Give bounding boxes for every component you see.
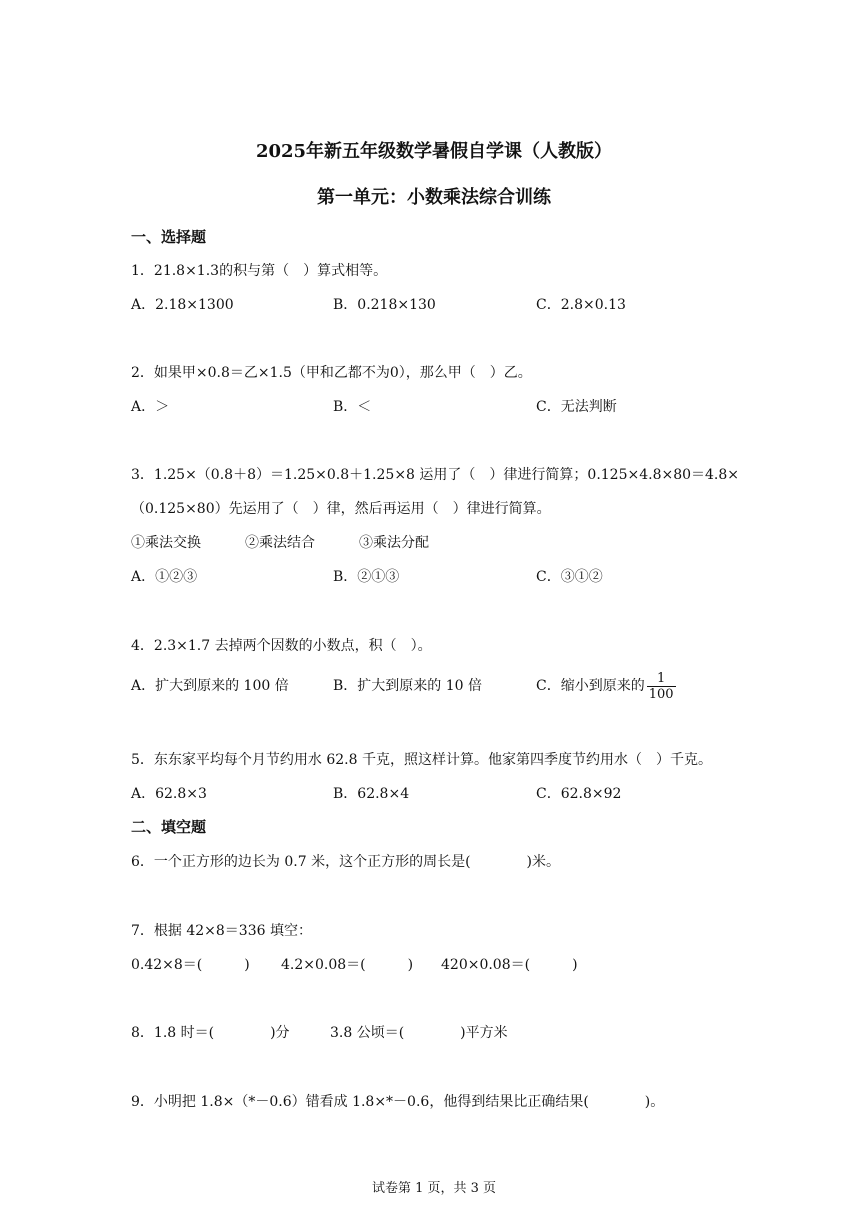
question-7-blank-3: 420×0.08＝( ) bbox=[441, 957, 578, 973]
fraction-numerator: 1 bbox=[656, 670, 666, 686]
question-3-law-3: ③乘法分配 bbox=[359, 535, 429, 551]
question-2-option-b: B．＜ bbox=[333, 399, 372, 415]
question-5-stem: 5．东东家平均每个月节约用水 62.8 千克，照这样计算。他家第四季度节约用水（ ）千克。 bbox=[131, 752, 712, 768]
question-1-option-c: C．2.8×0.13 bbox=[536, 297, 626, 313]
question-9-stem: 9．小明把 1.8×（*－0.6）错看成 1.8×*－0.6，他得到结果比正确结果( )。 bbox=[131, 1094, 665, 1110]
question-3-option-c: C．③①② bbox=[536, 569, 603, 585]
question-7-stem: 7．根据 42×8＝336 填空： bbox=[131, 923, 312, 939]
section-heading-fill: 二、填空题 bbox=[131, 818, 207, 836]
question-3-option-b: B．②①③ bbox=[333, 569, 400, 585]
question-4-option-b: B．扩大到原来的 10 倍 bbox=[333, 678, 483, 694]
question-2-stem: 2．如果甲×0.8＝乙×1.5（甲和乙都不为0），那么甲（ ）乙。 bbox=[131, 365, 532, 381]
question-6-stem: 6．一个正方形的边长为 0.7 米，这个正方形的周长是( )米。 bbox=[131, 854, 560, 870]
question-1-option-a: A．2.18×1300 bbox=[131, 297, 234, 313]
fraction-denominator: 100 bbox=[648, 686, 674, 702]
section-heading-choice: 一、选择题 bbox=[131, 228, 207, 246]
page-title: 2025年新五年级数学暑假自学课（人教版） bbox=[255, 141, 613, 162]
fraction bbox=[647, 671, 676, 702]
question-1-stem: 1．21.8×1.3的积与第（ ）算式相等。 bbox=[131, 263, 388, 279]
question-4-option-c bbox=[536, 668, 676, 704]
question-1-option-b: B．0.218×130 bbox=[333, 297, 436, 313]
question-4-option-c-text: C．缩小到原来的 bbox=[536, 678, 645, 694]
question-4-option-a: A．扩大到原来的 100 倍 bbox=[131, 678, 289, 694]
question-3-stem-line-2: （0.125×80）先运用了（ ）律，然后再运用（ ）律进行简算。 bbox=[131, 501, 551, 517]
question-5-option-a: A．62.8×3 bbox=[131, 786, 207, 802]
question-5-option-b: B．62.8×4 bbox=[333, 786, 410, 802]
question-3-law-1: ①乘法交换 bbox=[131, 535, 201, 551]
question-2-option-a: A．＞ bbox=[131, 399, 170, 415]
question-7-blank-2: 4.2×0.08＝( ) bbox=[281, 957, 414, 973]
question-2-option-c: C．无法判断 bbox=[536, 399, 617, 415]
page-subtitle: 第一单元：小数乘法综合训练 bbox=[317, 187, 551, 208]
question-3-stem-line-1: 3．1.25×（0.8＋8）＝1.25×0.8＋1.25×8 运用了（ ）律进行简算；0.125×4.8×80＝4.8× bbox=[131, 467, 740, 483]
question-3-option-a: A．①②③ bbox=[131, 569, 198, 585]
question-3-law-2: ②乘法结合 bbox=[245, 535, 315, 551]
question-8-blank-1: 8．1.8 时＝( )分 bbox=[131, 1025, 290, 1041]
question-5-option-c: C．62.8×92 bbox=[536, 786, 622, 802]
page-footer: 试卷第 1 页，共 3 页 bbox=[371, 1181, 497, 1196]
question-8-blank-2: 3.8 公顷＝( )平方米 bbox=[330, 1025, 508, 1041]
question-4-stem: 4．2.3×1.7 去掉两个因数的小数点，积（ ）。 bbox=[131, 638, 432, 654]
question-7-blank-1: 0.42×8＝( ) bbox=[131, 957, 250, 973]
